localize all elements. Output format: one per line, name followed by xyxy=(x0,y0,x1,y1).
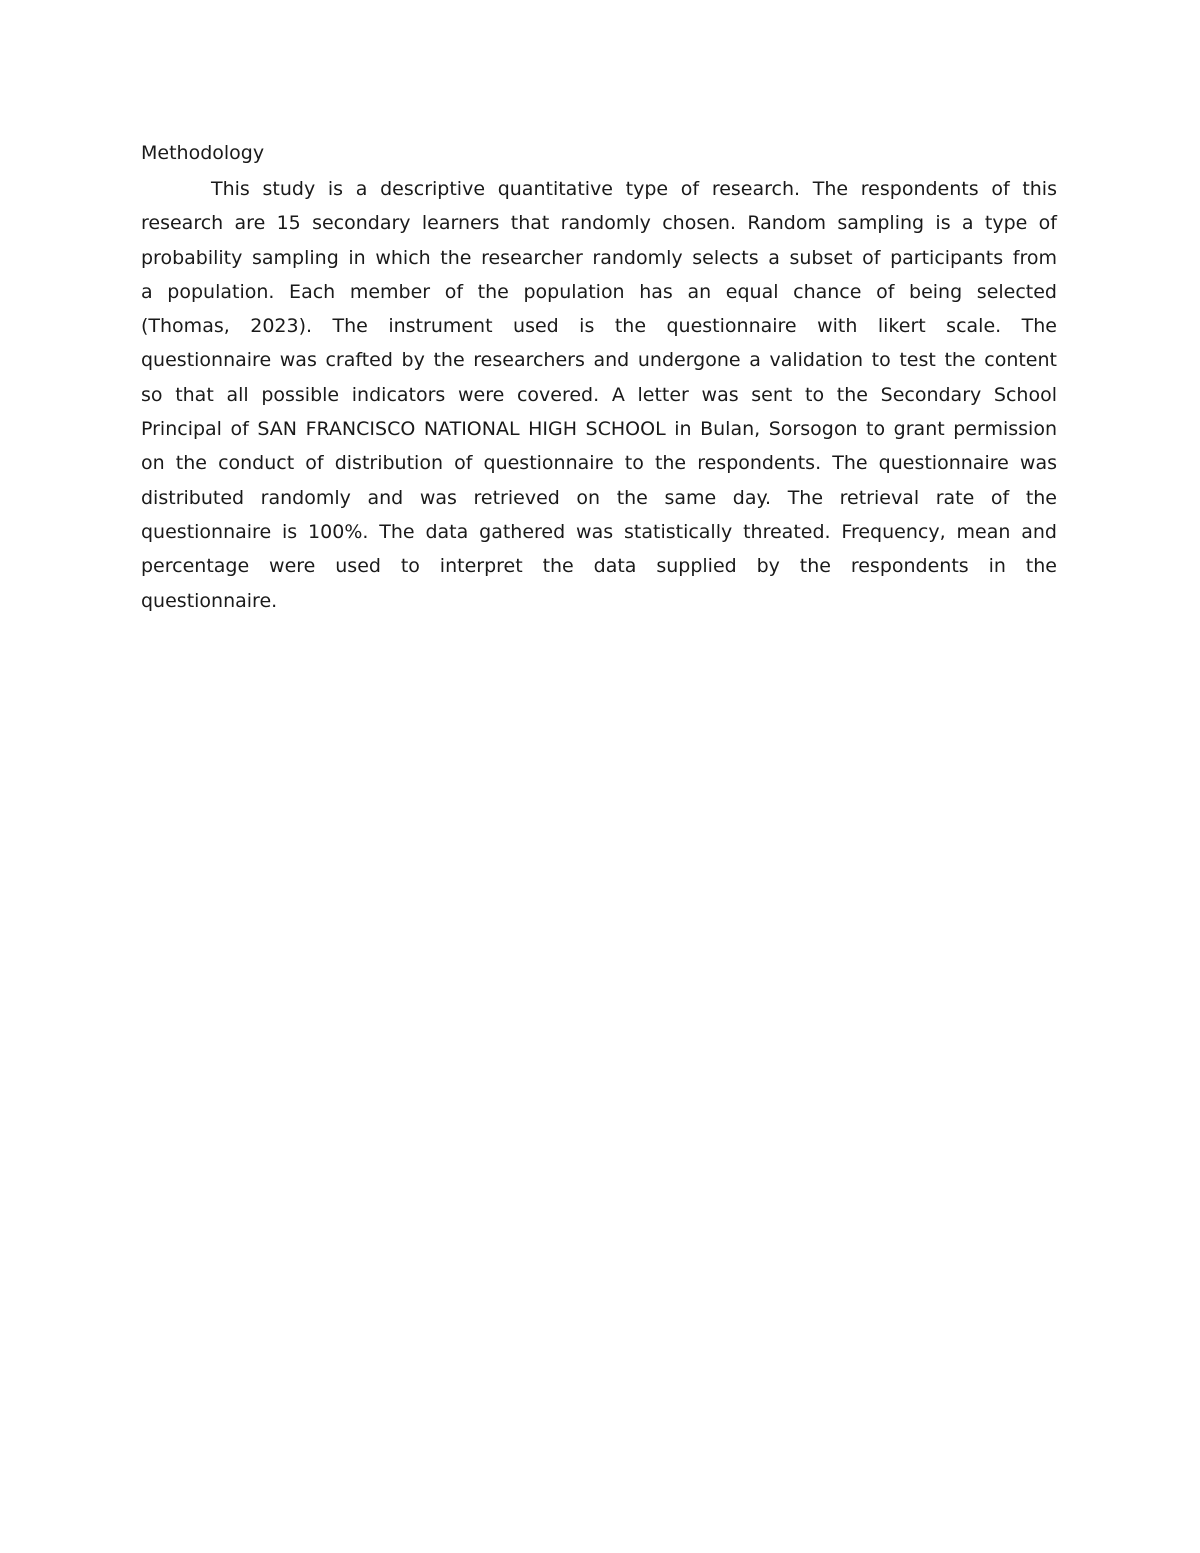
paragraph-line: Principal of SAN FRANCISCO NATIONAL HIGH SCHOOL in Bulan, Sorsogon to grant permission xyxy=(141,418,1057,441)
paragraph-line: This study is a descriptive quantitative type of research. The respondents of this xyxy=(211,178,1057,200)
paragraph-line: questionnaire was crafted by the researchers and undergone a validation to test the content xyxy=(141,349,1057,372)
methodology-paragraph xyxy=(141,172,1057,618)
paragraph-line: distributed randomly and was retrieved on the same day. The retrieval rate of the xyxy=(141,486,1057,509)
paragraph-line: so that all possible indicators were covered. A letter was sent to the Secondary School xyxy=(141,383,1057,406)
document-content xyxy=(141,138,1057,618)
paragraph-line: a population. Each member of the population has an equal chance of being selected xyxy=(141,280,1057,303)
paragraph-line: questionnaire. xyxy=(141,589,278,612)
paragraph-line: (Thomas, 2023). The instrument used is the questionnaire with likert scale. The xyxy=(141,315,1057,338)
paragraph-line: questionnaire is 100%. The data gathered was statistically threated. Frequency, mean and xyxy=(141,520,1057,543)
paragraph-line: research are 15 secondary learners that randomly chosen. Random sampling is a type of xyxy=(141,212,1057,235)
paragraph-line: percentage were used to interpret the data supplied by the respondents in the xyxy=(141,555,1057,578)
paragraph-line: on the conduct of distribution of questionnaire to the respondents. The questionnaire was xyxy=(141,452,1057,475)
paragraph-line: probability sampling in which the researcher randomly selects a subset of participants from xyxy=(141,246,1057,269)
section-heading: Methodology xyxy=(141,142,265,164)
